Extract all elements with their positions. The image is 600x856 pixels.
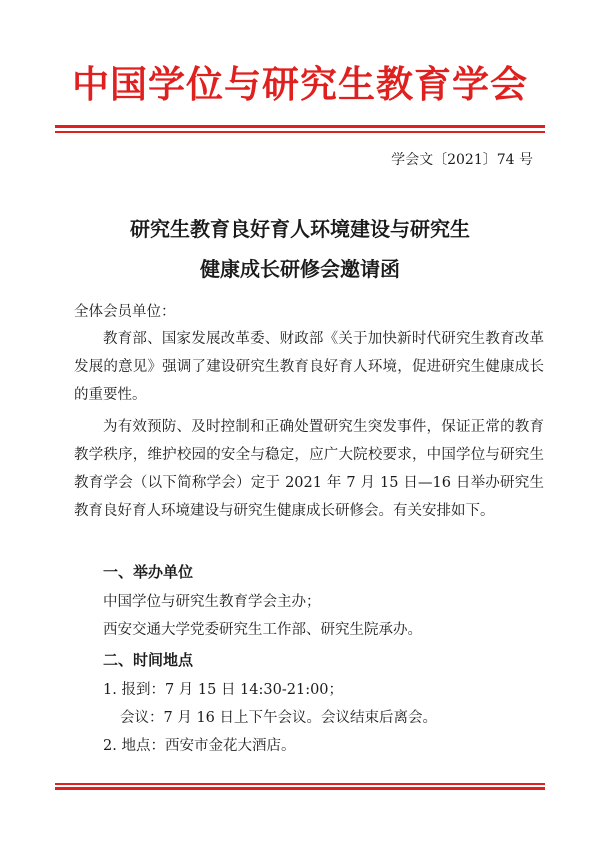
venue: 2. 地点：西安市金花大酒店。 (103, 738, 296, 754)
organizer-host: 中国学位与研究生教育学会主办； (103, 594, 321, 610)
org-masthead: 中国学位与研究生教育学会 (72, 63, 528, 106)
meeting-time: 会议：7 月 16 日上下午会议。会议结束后离会。 (120, 710, 438, 726)
section-heading-organizers: 一、举办单位 (103, 563, 194, 581)
red-rule-thick-bottom (55, 787, 545, 790)
red-rule-thick-top (55, 125, 545, 128)
red-rule-thin-top (55, 131, 545, 133)
document-title-line2: 健康成长研修会邀请函 (200, 257, 400, 281)
salutation: 全体会员单位： (74, 304, 176, 320)
paragraph-1: 教育部、国家发展改革委、财政部《关于加快新时代研究生教育改革发展的意见》强调了建设研究生教育良好育人环境，促进研究生健康成长的重要性。 (74, 331, 544, 403)
section-heading-time-place: 二、时间地点 (103, 651, 194, 669)
document-title-line1: 研究生教育良好育人环境建设与研究生 (130, 217, 470, 241)
registration-time: 1. 报到：7 月 15 日 14:30-21:00； (103, 682, 344, 698)
document-number: 学会文〔2021〕74 号 (391, 152, 533, 168)
organizer-co-host: 西安交通大学党委研究生工作部、研究生院承办。 (103, 622, 422, 638)
red-rule-thin-bottom (55, 783, 545, 785)
paragraph-2: 为有效预防、及时控制和正确处置研究生突发事件，保证正常的教育教学秩序，维护校园的安全与稳定，应广大院校要求，中国学位与研究生教育学会（以下简称学会）定于 2021 年 7 月 15 日—16 日举办研究生教育良好育人环境建设与研究生健康成长研修会。有关安排如下。 (74, 419, 544, 519)
